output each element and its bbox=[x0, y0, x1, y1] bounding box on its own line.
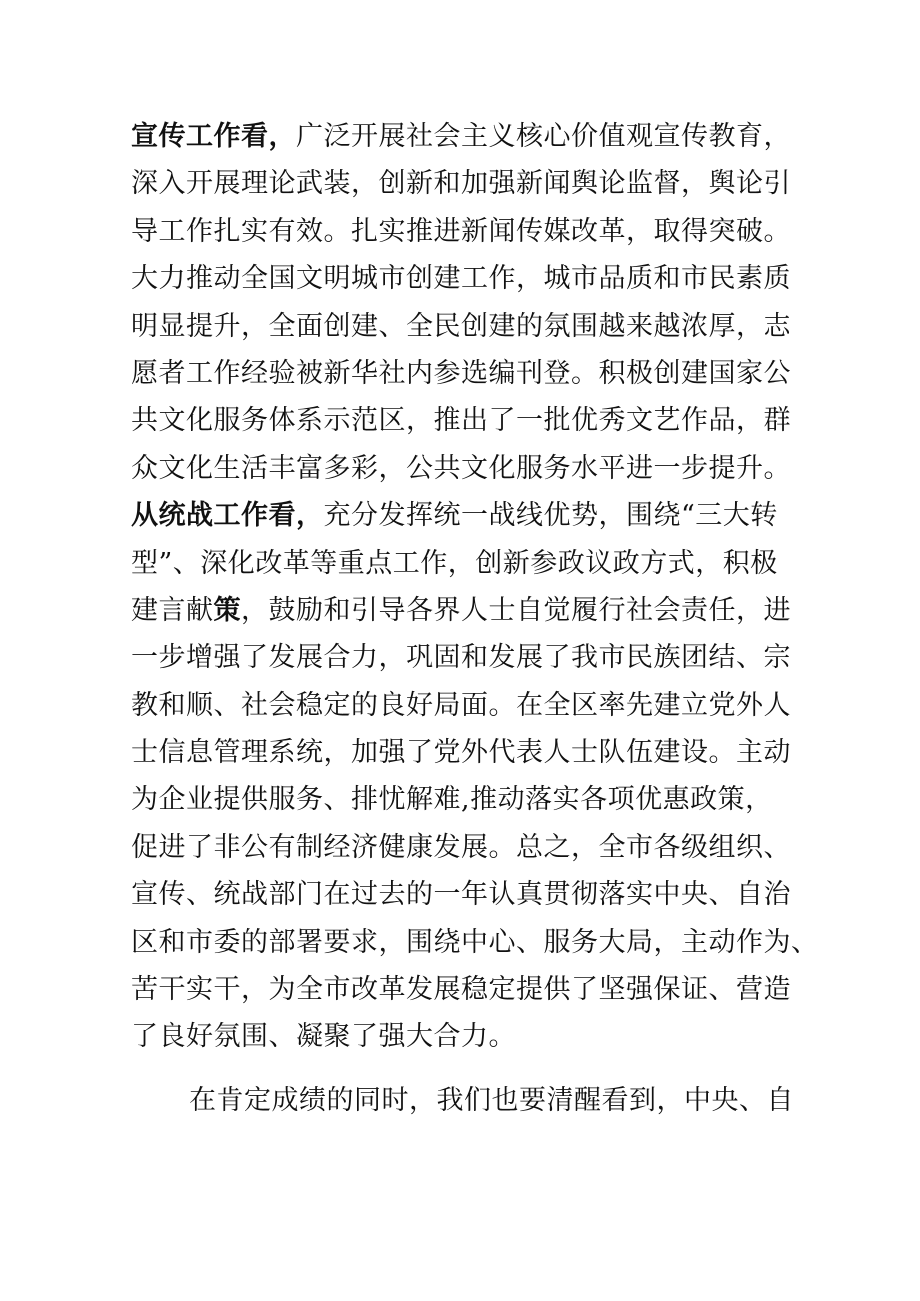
text-line: 愿者工作经验被新华社内参选编刊登。积极创建国家公 bbox=[131, 357, 791, 389]
text-line: 共文化服务体系示范区，推出了一批优秀文艺作品，群 bbox=[131, 405, 791, 437]
bold-heading-publicity: 宣传工作看， bbox=[131, 121, 296, 152]
text-line-indented: 在肯定成绩的同时，我们也要清醒看到，中央、自 bbox=[189, 1084, 794, 1116]
paragraph-gap bbox=[131, 1061, 803, 1077]
text-line: 从统战工作看，充分发挥统一战线优势，围绕“三大转 bbox=[131, 500, 778, 532]
bold-character: 策 bbox=[213, 594, 241, 626]
text-line: 促进了非公有制经济健康发展。总之，全市各级组织、 bbox=[131, 831, 791, 863]
bold-heading-united-front: 从统战工作看， bbox=[131, 500, 324, 532]
text-line: 深入开展理论武装，创新和加强新闻舆论监督，舆论引 bbox=[131, 168, 791, 200]
text-line: 导工作扎实有效。扎实推进新闻传媒改革，取得突破。 bbox=[131, 215, 791, 247]
text-line: 为企业提供服务、排忧解难,推动落实各项优惠政策， bbox=[131, 784, 773, 816]
text-line: 士信息管理系统，加强了党外代表人士队伍建设。主动 bbox=[131, 737, 791, 769]
text-line: 苦干实干，为全市改革发展稳定提供了坚强保证、营造 bbox=[131, 974, 791, 1006]
text-line: 建言献策，鼓励和引导各界人士自觉履行社会责任，进 bbox=[131, 594, 791, 626]
text-line: 宣传工作看，广泛开展社会主义核心价值观宣传教育， bbox=[131, 121, 791, 152]
text-line: 宣传、统战部门在过去的一年认真贯彻落实中央、自治 bbox=[131, 879, 791, 911]
text-line: 大力推动全国文明城市创建工作，城市品质和市民素质 bbox=[131, 263, 791, 295]
text-line: 型”、深化改革等重点工作，创新参政议政方式，积极 bbox=[131, 547, 778, 579]
text-line: 明显提升，全面创建、全民创建的氛围越来越浓厚，志 bbox=[131, 310, 791, 342]
text-line: 众文化生活丰富多彩，公共文化服务水平进一步提升。 bbox=[131, 452, 791, 484]
text-line: 一步增强了发展合力，巩固和发展了我市民族团结、宗 bbox=[131, 642, 791, 674]
body-text bbox=[131, 113, 819, 1124]
text-line: 教和顺、社会稳定的良好局面。在全区率先建立党外人 bbox=[131, 689, 791, 721]
text-line: 了良好氛围、凝聚了强大合力。 bbox=[131, 1021, 516, 1053]
text-line: 区和市委的部署要求，围绕中心、服务大局，主动作为、 bbox=[131, 926, 819, 958]
